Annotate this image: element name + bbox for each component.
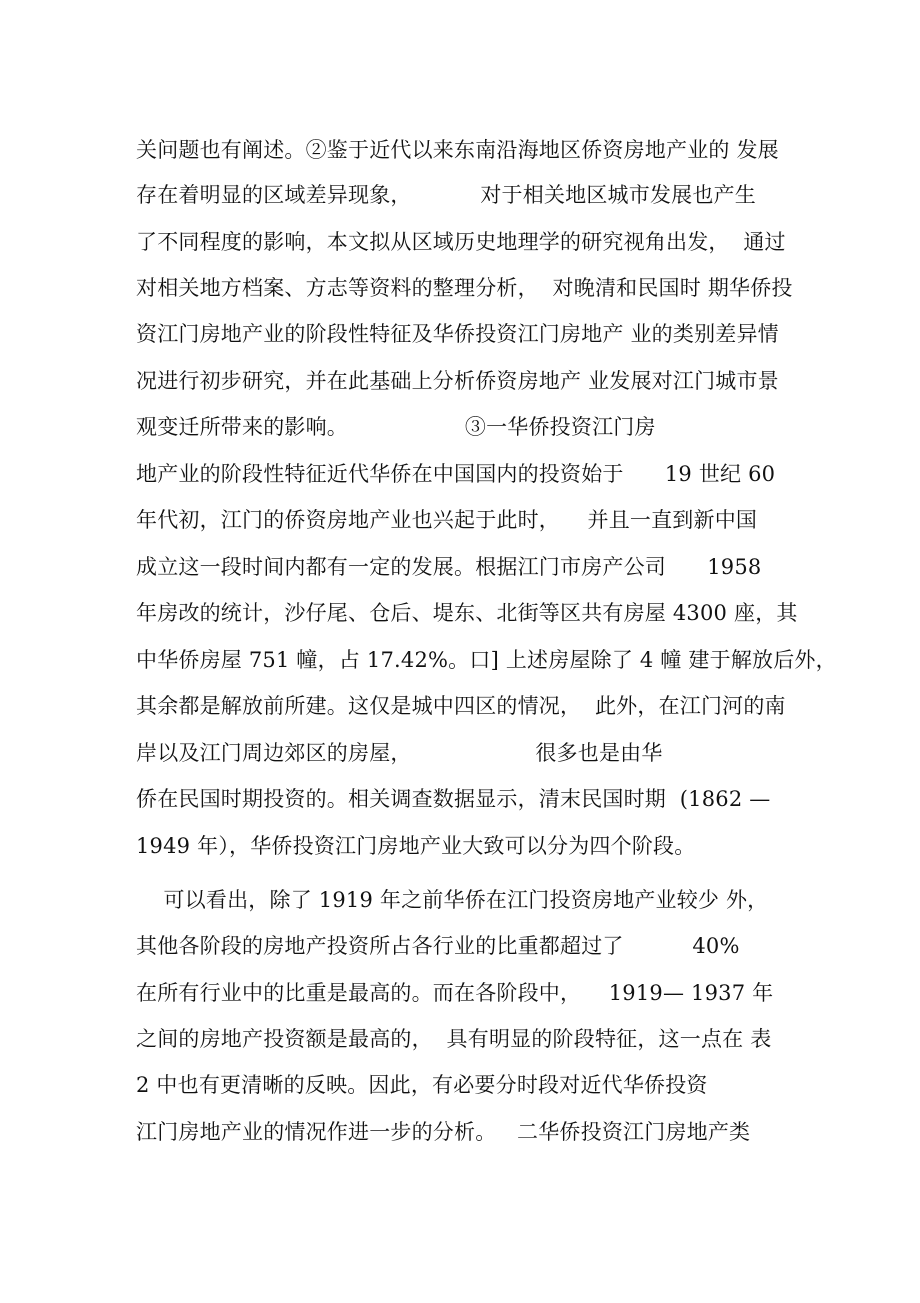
text-line: 观变迁所带来的影响。 ③一华侨投资江门房	[136, 415, 656, 439]
text-line: 江门房地产业的情况作进一步的分析。 二华侨投资江门房地产类	[136, 1120, 751, 1144]
text-line: 其他各阶段的房地产投资所占各行业的比重都超过了 40%	[136, 934, 740, 958]
text-line: 1949 年），华侨投资江门房地产业大致可以分为四个阶段。	[136, 834, 696, 858]
text-line: 侨在民国时期投资的。相关调查数据显示，清末民国时期 (1862 —	[136, 787, 771, 811]
text-line: 年代初，江门的侨资房地产业也兴起于此时， 并且一直到新中国	[136, 508, 758, 532]
text-line: 存在着明显的区域差异现象， 对于相关地区城市发展也产生	[136, 183, 756, 207]
text-line: 其余都是解放前所建。这仅是城中四区的情况， 此外，在江门河的南	[136, 694, 786, 718]
text-line: 成立这一段时间内都有一定的发展。根据江门市房产公司 1958	[136, 555, 762, 579]
text-line: 岸以及江门周边郊区的房屋， 很多也是由华	[136, 741, 663, 765]
text-line: 之间的房地产投资额是最高的， 具有明显的阶段特征，这一点在 表	[136, 1027, 772, 1051]
text-line: 可以看出，除了 1919 年之前华侨在江门投资房地产业较少 外，	[136, 888, 769, 912]
text-line: 年房改的统计，沙仔尾、仓后、堤东、北街等区共有房屋 4300 座，其	[136, 601, 798, 625]
text-line: 2 中也有更清晰的反映。因此，有必要分时段对近代华侨投资	[136, 1073, 708, 1097]
text-line: 在所有行业中的比重是最高的。而在各阶段中， 1919— 1937 年	[136, 981, 774, 1005]
text-line: 地产业的阶段性特征近代华侨在中国国内的投资始于 19 世纪 60	[136, 462, 776, 486]
text-line: 关问题也有阐述。②鉴于近代以来东南沿海地区侨资房地产业的 发展	[136, 138, 779, 162]
text-line: 了不同程度的影响，本文拟从区域历史地理学的研究视角出发， 通过	[136, 230, 786, 254]
text-line: 资江门房地产业的阶段性特征及华侨投资江门房地产 业的类别差异情	[136, 322, 779, 346]
text-line: 对相关地方档案、方志等资料的整理分析， 对晚清和民国时 期华侨投	[136, 276, 793, 300]
text-line: 况进行初步研究，并在此基础上分析侨资房地产 业发展对江门城市景	[136, 369, 779, 393]
text-line: 中华侨房屋 751 幢，占 17.42%。口] 上述房屋除了 4 幢 建于解放后外，	[136, 648, 837, 672]
